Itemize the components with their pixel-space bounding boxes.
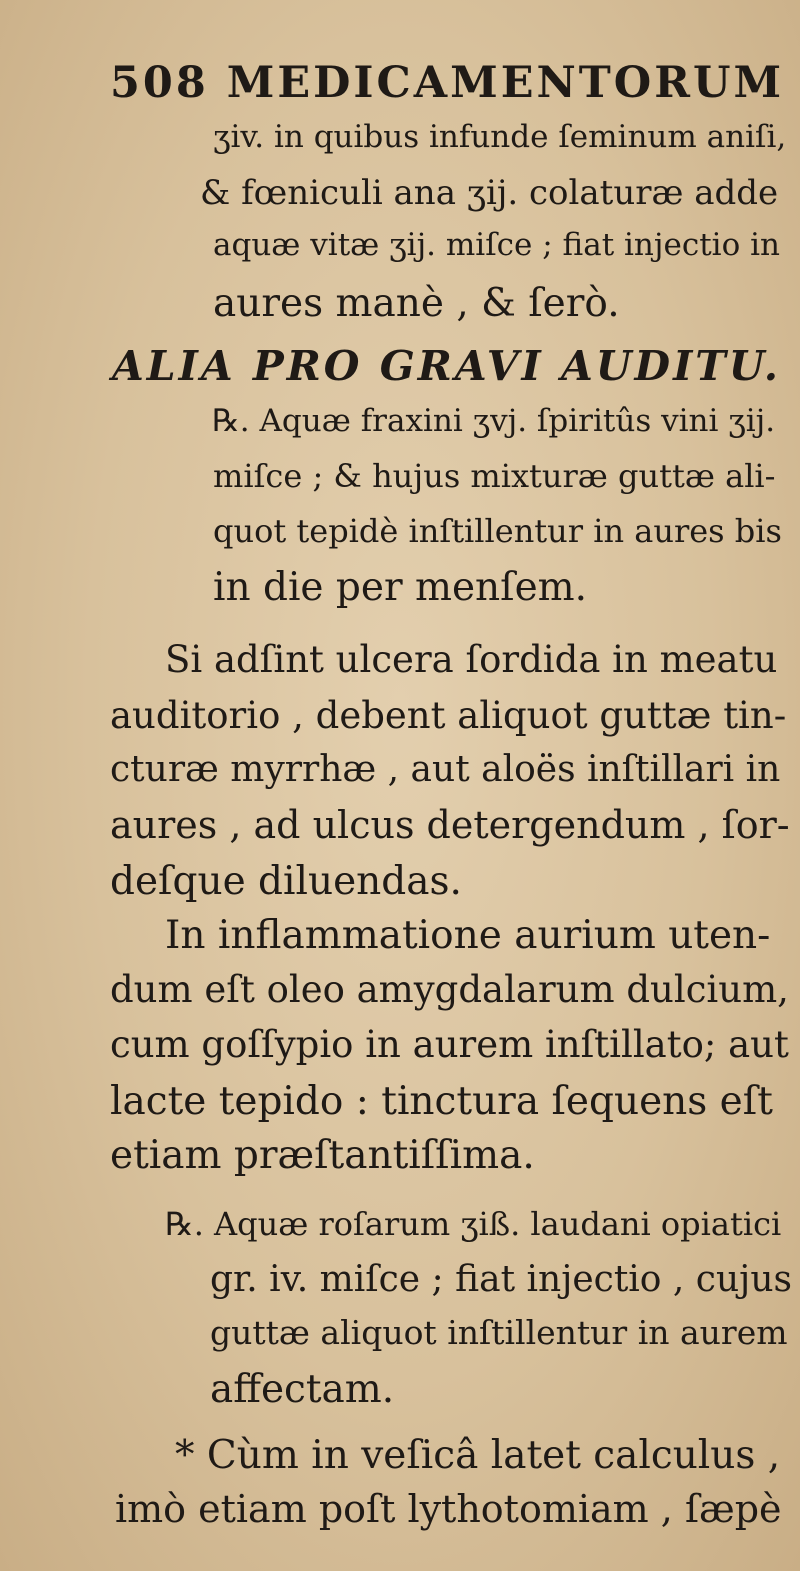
recipe-line: ℞. Aquæ roſarum ʒiß. laudani opiatici bbox=[165, 1205, 782, 1243]
paragraph-line: Si adſint ulcera ſordida in meatu bbox=[165, 638, 778, 681]
recipe-line: ℞. Aquæ fraxini ʒvj. ſpiritûs vini ʒij. bbox=[212, 403, 776, 439]
recipe-line: guttæ aliquot inſtillentur in aurem bbox=[210, 1313, 788, 1352]
recipe-line: quot tepidè inſtillentur in aures bis bbox=[213, 512, 782, 550]
running-head: 508 MEDICAMENTORUM bbox=[110, 58, 785, 108]
paragraph-line: lacte tepido : tinctura ſequens eſt bbox=[110, 1079, 773, 1124]
recipe-line: affectam. bbox=[210, 1367, 395, 1412]
recipe-line: miſce ; & hujus mixturæ guttæ ali- bbox=[213, 457, 776, 495]
paragraph-line: * Cùm in veſicâ latet calculus , bbox=[175, 1433, 781, 1478]
paragraph-line: cum goſſypio in aurem inſtillato; aut bbox=[110, 1023, 789, 1066]
recipe-line: gr. iv. miſce ; fiat injectio , cujus bbox=[210, 1259, 792, 1300]
paragraph-line: cturæ myrrhæ , aut aloës inſtillari in bbox=[110, 749, 781, 790]
text-line: aures manè , & ſerò. bbox=[213, 281, 620, 326]
paragraph-line: aures , ad ulcus detergendum , ſor- bbox=[110, 803, 790, 847]
recipe-line: in die per menſem. bbox=[213, 565, 588, 610]
paragraph-line: deſque diluendas. bbox=[110, 859, 462, 904]
paragraph-line: dum eſt oleo amygdalarum dulcium, bbox=[110, 968, 789, 1011]
section-heading: ALIA PRO GRAVI AUDITU. bbox=[112, 342, 782, 390]
paragraph-line: etiam præſtantiſſima. bbox=[110, 1133, 535, 1178]
paragraph-line: auditorio , debent aliquot guttæ tin- bbox=[110, 694, 787, 737]
paragraph-line: imò etiam poſt lythotomiam , ſæpè bbox=[115, 1487, 782, 1531]
text-line: & fœniculi ana ʒij. colaturæ adde bbox=[200, 173, 779, 213]
text-line: aquæ vitæ ʒij. miſce ; fiat injectio in bbox=[213, 227, 780, 263]
text-line: ʒiv. in quibus infunde ſeminum aniſi, bbox=[213, 119, 787, 155]
paragraph-line: In inflammatione aurium uten- bbox=[165, 913, 771, 958]
